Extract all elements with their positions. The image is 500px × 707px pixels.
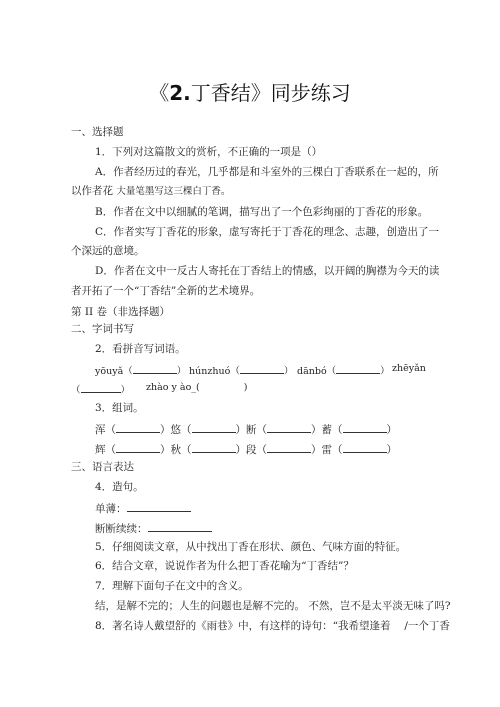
answer-blank[interactable] xyxy=(81,381,121,393)
word-group-char: ）悠（ xyxy=(160,424,192,436)
word-group-char: ）雷（ xyxy=(311,444,343,456)
option-d-line-2: 者开拓了一个“丁香结”全新的艺术境界。 xyxy=(71,285,261,297)
pinyin-close-1: ） xyxy=(176,366,187,377)
sentence-item-2 xyxy=(95,520,212,536)
question-7-sentence: 结，是解不完的；人生的问题也是解不完的。 不然，岂不是太平淡无味了吗? xyxy=(95,600,451,612)
page-title xyxy=(0,80,500,106)
question-1-stem: 1．下列对这篇散文的赏析，不正确的一项是（） xyxy=(95,146,323,158)
option-b: B．作者在文中以细腻的笔调，描写出了一个色彩绚丽的丁香花的形象。 xyxy=(95,206,429,218)
title-prefix: 《 xyxy=(149,81,170,105)
option-a-line-1: A．作者经历过的春光，几乎都是和斗室外的三棵白丁香联系在一起的，所 xyxy=(95,166,439,178)
answer-blank[interactable] xyxy=(192,441,236,453)
word-group-char: ） xyxy=(386,444,397,456)
title-number: 2. xyxy=(169,81,191,105)
sentence-item-1 xyxy=(95,500,191,516)
pinyin-item-5 xyxy=(146,381,247,395)
answer-blank[interactable] xyxy=(343,421,387,433)
question-2-stem: 2．看拼音写词语。 xyxy=(95,343,186,355)
word-group-row-1 xyxy=(95,421,397,437)
option-a-line-2 xyxy=(71,184,230,199)
answer-blank[interactable] xyxy=(116,441,160,453)
pinyin-label-3: dānbó（ xyxy=(297,366,337,377)
word-group-char: ）蓄（ xyxy=(311,424,343,436)
pinyin-label-5: zhào y ào_( xyxy=(146,382,200,393)
answer-blank[interactable] xyxy=(267,441,311,453)
answer-blank[interactable] xyxy=(240,362,284,374)
word-group-row-2 xyxy=(95,441,397,457)
question-5: 5．仔细阅读文章，从中找出丁香在形状、颜色、气味方面的特征。 xyxy=(95,541,407,553)
pinyin-label-2: húnzhuó（ xyxy=(189,366,240,377)
question-3-stem: 3．组词。 xyxy=(95,402,144,414)
answer-blank[interactable] xyxy=(336,362,380,374)
pinyin-close-5: ) xyxy=(243,382,248,393)
word-group-char: 浑（ xyxy=(95,424,116,436)
answer-blank[interactable] xyxy=(192,421,236,433)
option-c-line-1: C．作者实写丁香花的形象，虚写寄托于丁香花的理念、志趣，创造出了一 xyxy=(95,226,440,238)
title-name: 丁香结》同步练习 xyxy=(190,81,351,105)
pinyin-close-4: ） xyxy=(120,385,131,396)
option-d-line-1: D．作者在文中一反古人寄托在丁香结上的情感，以开阔的胸襟为今天的读 xyxy=(95,265,440,277)
question-8: 8．著名诗人戴望舒的《雨巷》中，有这样的诗句：“我希望逢着 /一个丁香 xyxy=(95,620,450,632)
word-group-char: ）秋（ xyxy=(160,444,192,456)
option-a-line-2-text: 以作者花 xyxy=(71,185,113,197)
sentence-word-1: 单薄： xyxy=(95,503,127,515)
answer-blank[interactable] xyxy=(267,421,311,433)
answer-blank[interactable] xyxy=(133,362,177,374)
word-group-char: ）段（ xyxy=(235,444,267,456)
pinyin-label-1: yōuyǎ（ xyxy=(95,366,133,377)
section-2-heading: 二、字词书写 xyxy=(71,323,134,335)
pinyin-item-4-answer xyxy=(71,381,130,398)
answer-blank[interactable] xyxy=(116,421,160,433)
pinyin-open-4: （ xyxy=(71,385,81,396)
sentence-word-2: 断断续续： xyxy=(95,523,148,535)
answer-blank[interactable] xyxy=(148,520,212,532)
pinyin-item-1 xyxy=(95,362,186,379)
answer-blank[interactable] xyxy=(343,441,387,453)
section-1-heading: 一、选择题 xyxy=(71,126,124,138)
volume-2-heading: 第 II 卷（非选择题） xyxy=(71,306,170,318)
word-group-char: ）断（ xyxy=(235,424,267,436)
word-group-char: 辉（ xyxy=(95,444,116,456)
pinyin-item-4: zhēyǎn xyxy=(392,363,426,374)
section-3-heading: 三、语言表达 xyxy=(71,461,134,473)
option-a-highlight-text: 大量笔墨写这三棵白丁香。 xyxy=(116,186,231,197)
pinyin-close-3: ） xyxy=(380,366,390,377)
question-4-stem: 4．造句。 xyxy=(95,481,144,493)
word-group-char: ） xyxy=(386,424,397,436)
answer-blank[interactable] xyxy=(127,500,191,512)
pinyin-close-2: ） xyxy=(283,366,294,377)
pinyin-item-2 xyxy=(189,362,293,379)
pinyin-item-3 xyxy=(297,362,390,379)
question-6: 6．结合文章，说说作者为什么把丁香花喻为“丁香结”？ xyxy=(95,560,354,572)
option-c-line-2: 个深远的意境。 xyxy=(71,245,145,257)
question-7-stem: 7．理解下面句子在文中的含义。 xyxy=(95,580,249,592)
